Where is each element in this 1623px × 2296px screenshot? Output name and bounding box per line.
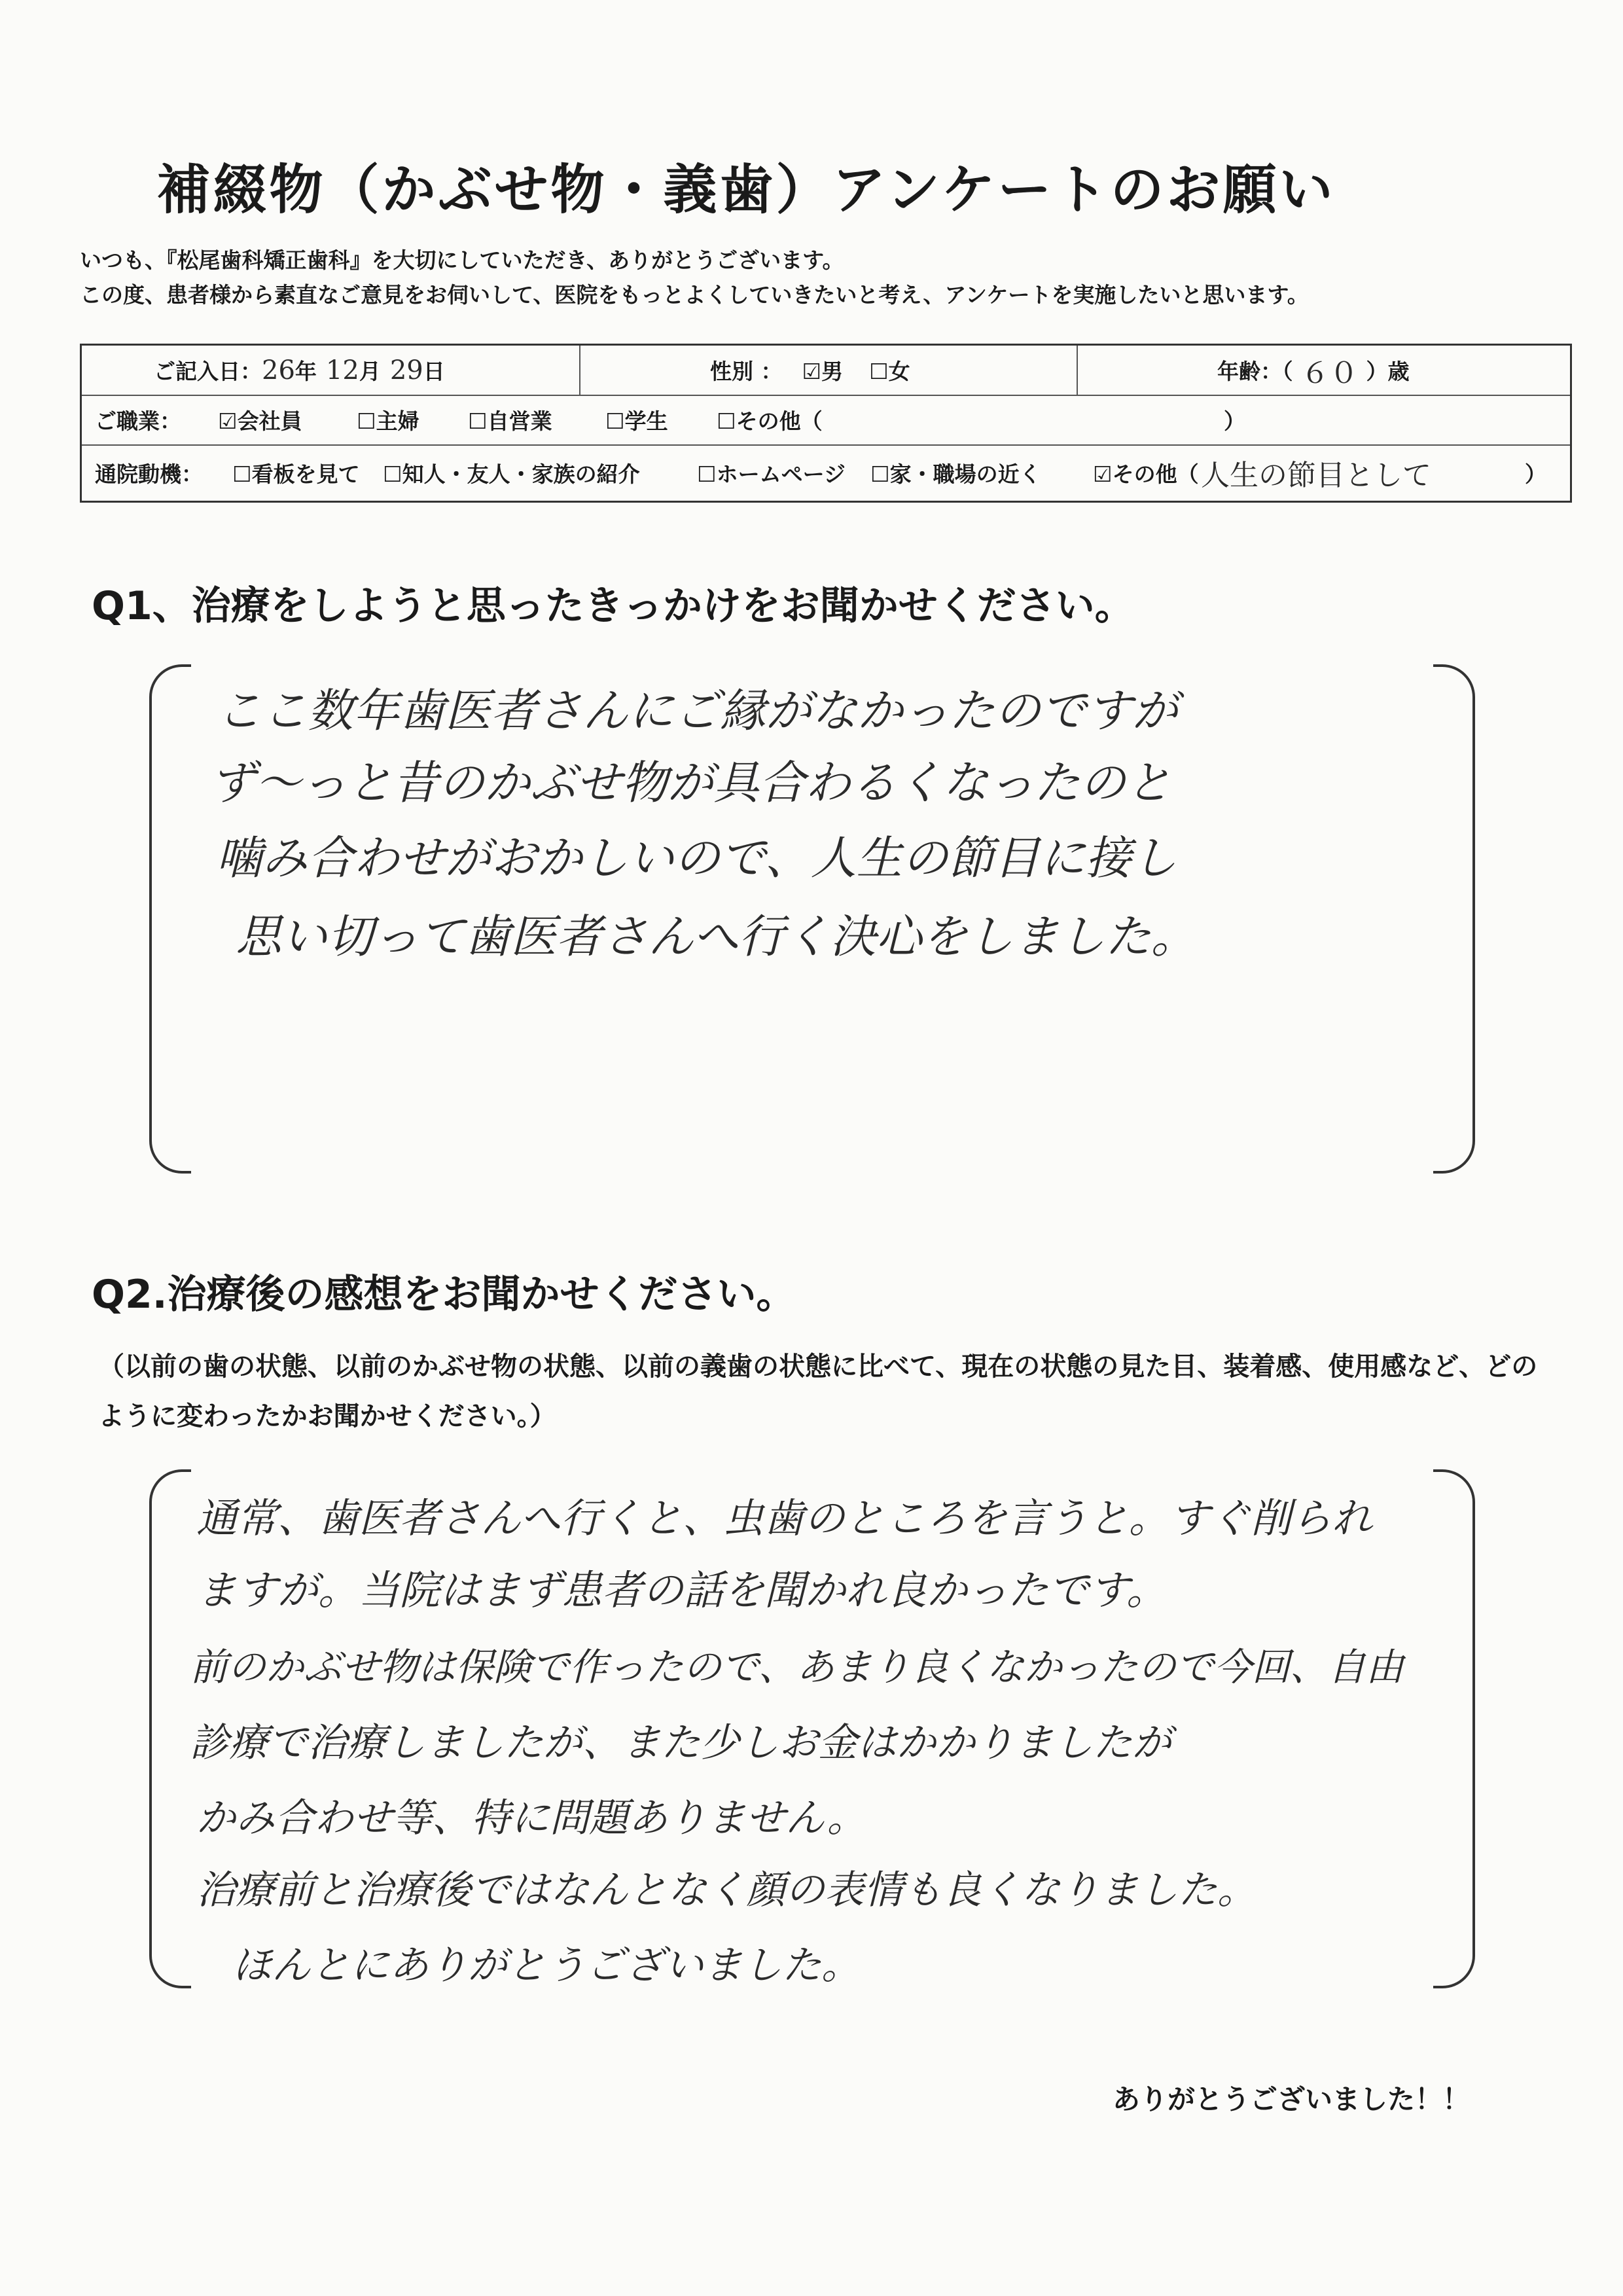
age-label: 年齢：（ [1217, 359, 1293, 384]
q1-answer-line: 噛み合わせがおかしいので、人生の節目に接し [216, 831, 1177, 885]
q2-title: Q2.治療後の感想をお聞かせください。 [92, 1272, 796, 1318]
info-row-job [82, 395, 1570, 446]
date-month: 12 [325, 355, 359, 386]
q2-bracket-left [149, 1469, 191, 1988]
divider [1077, 346, 1078, 395]
motive-label: 通院動機： [95, 461, 203, 487]
info-row-motive [82, 444, 1570, 501]
month-unit: 月 [359, 359, 381, 384]
gender-female-checkbox[interactable]: ☐女 [869, 359, 910, 384]
q1-title: Q1、治療をしようと思ったきっかけをお聞かせください。 [92, 583, 1134, 629]
job-close-paren: ） [1224, 408, 1245, 434]
motive-option-referral[interactable]: ☐知人・友人・家族の紹介 [383, 461, 640, 487]
q2-answer-line: 通常、歯医者さんへ行くと、虫歯のところを言うと。すぐ削られ [196, 1494, 1372, 1542]
divider [579, 346, 580, 395]
gender-label: 性別 ： [710, 359, 783, 384]
q2-answer-line: 前のかぶせ物は保険で作ったので、あまり良くなかったので今回、自由 [190, 1645, 1404, 1689]
job-option-student[interactable]: ☐学生 [605, 408, 668, 434]
q2-answer-line: ほんとにありがとうございました。 [232, 1943, 861, 1988]
q2-note: （以前の歯の状態、以前のかぶせ物の状態、以前の義歯の状態に比べて、現在の状態の見た目、装着感、使用感など、どのように変わったかお聞かせください。） [98, 1352, 1538, 1431]
q2-answer-line: 診療で治療しましたが、また少しお金はかかりましたが [190, 1720, 1171, 1766]
gender-male-checkbox[interactable]: ☑男 [802, 359, 844, 384]
footer-thanks: ありがとうございました！！ [1113, 2083, 1471, 2115]
intro-line-1: いつも、『松尾歯科矯正歯科』を大切にしていただき、ありがとうございます。 [80, 247, 844, 273]
q2-answer-line: ますが。当院はまず患者の話を聞かれ良かったです。 [196, 1566, 1168, 1614]
q1-answer-line: ず～っと昔のかぶせ物が具合わるくなったのと [209, 756, 1171, 810]
info-row-date-gender-age [82, 346, 1570, 396]
date-year: 26 [262, 355, 295, 386]
date-label: ご記入日： [154, 359, 262, 384]
intro-line-2: この度、患者様から素直なご意見をお伺いして、医院をもっとよくしていきたいと考え、アンケートを実施したいと思います。 [80, 282, 1309, 308]
day-unit: 日 [423, 359, 445, 384]
year-unit: 年 [294, 359, 317, 384]
age-suffix: ）歳 [1366, 359, 1410, 384]
page-title: 補綴物（かぶせ物・義歯）アンケートのお願い [156, 159, 1336, 221]
q1-bracket-right [1433, 664, 1475, 1174]
job-option-self-employed[interactable]: ☐自営業 [468, 408, 552, 434]
q1-bracket-left [149, 664, 191, 1174]
motive-other-value: 人生の節目として [1201, 459, 1431, 492]
job-option-company[interactable]: ☑会社員 [218, 408, 302, 434]
motive-option-near-home[interactable]: ☐家・職場の近く [870, 461, 1041, 487]
date-day: 29 [389, 355, 423, 386]
q2-bracket-right [1433, 1469, 1475, 1988]
motive-close-paren: ） [1525, 461, 1546, 487]
age-value: ６０ [1300, 356, 1359, 390]
motive-option-signboard[interactable]: ☐看板を見て [232, 461, 360, 487]
q2-answer-line: かみ合わせ等、特に問題ありません。 [196, 1795, 866, 1841]
job-label: ご職業： [95, 408, 181, 434]
q2-answer-line: 治療前と治療後ではなんとなく顔の表情も良くなりました。 [196, 1867, 1257, 1913]
q1-answer-line: ここ数年歯医者さんにご縁がなかったのですが [216, 684, 1178, 738]
gender-field[interactable] [710, 346, 910, 395]
info-table [80, 344, 1572, 503]
date-field[interactable] [154, 346, 445, 395]
age-field[interactable] [1217, 346, 1410, 395]
job-option-other[interactable]: ☐その他（ [717, 408, 823, 434]
motive-option-homepage[interactable]: ☐ホームページ [697, 461, 846, 487]
q1-answer-line: 思い切って歯医者さんへ行く決心をしました。 [236, 910, 1197, 963]
motive-option-other[interactable]: ☑その他（ [1093, 461, 1199, 487]
job-option-housewife[interactable]: ☐主婦 [357, 408, 419, 434]
